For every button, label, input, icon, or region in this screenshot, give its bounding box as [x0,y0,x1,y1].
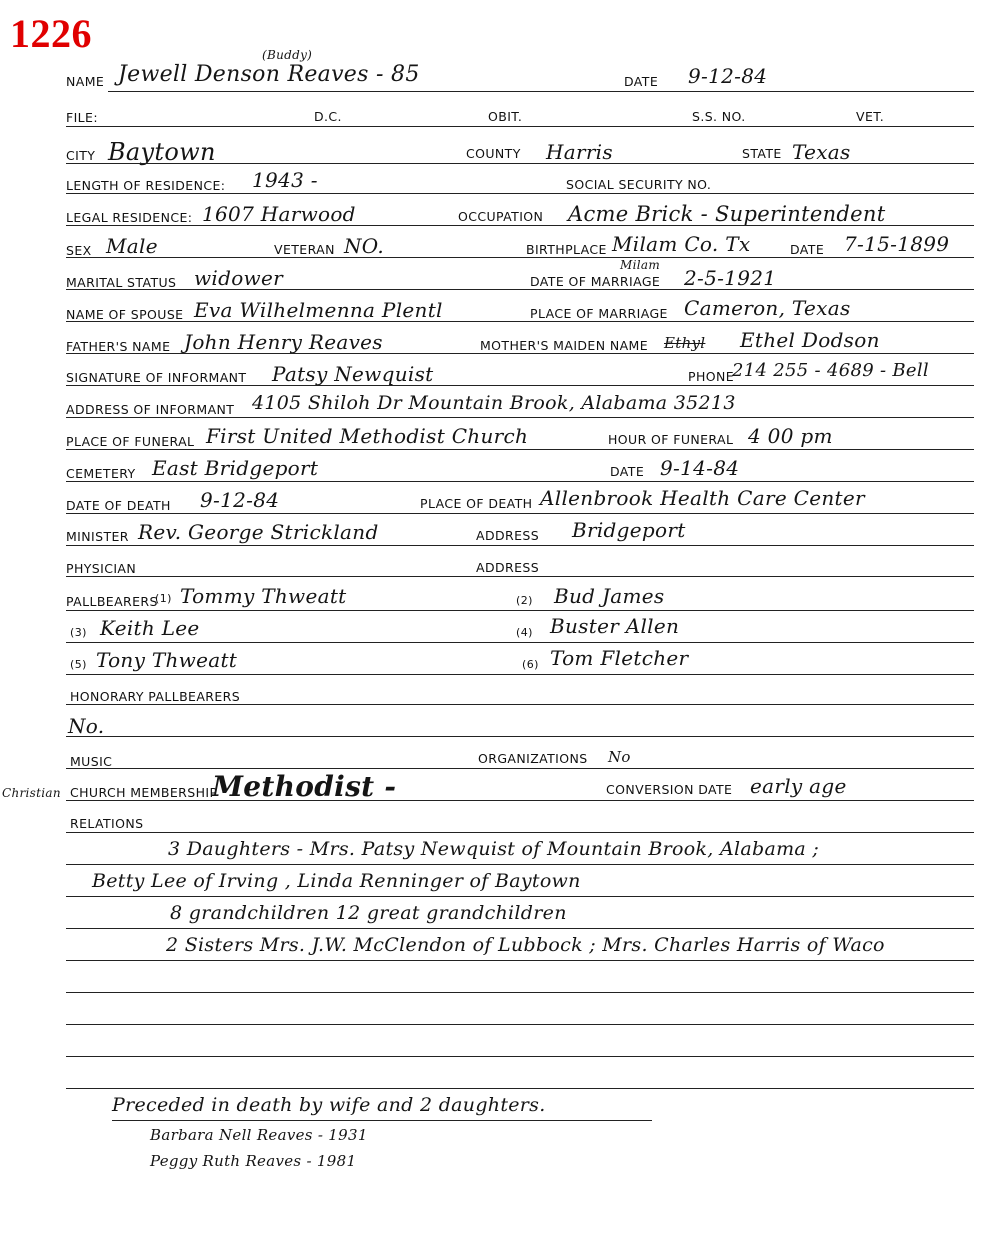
organizations-value: No [608,748,631,766]
minister-line [66,545,974,546]
pallbearers-line-1 [66,610,974,611]
physician-label: PHYSICIAN [66,561,137,576]
church-margin-note: Christian [2,786,61,800]
sex-value: Male [106,234,158,258]
birthplace-value: Milam Co. Tx [612,232,751,256]
state-label: STATE [742,146,782,161]
county-label: COUNTY [466,146,521,161]
marriage-date-label: DATE OF MARRIAGE [530,274,661,289]
relations-rule-7 [66,1056,974,1057]
name-line [108,91,974,92]
sex-label: SEX [66,243,92,258]
mother-value: Ethel Dodson [740,328,880,352]
pallbearers-line-3 [66,674,974,675]
funeral-hour-value: 4 00 pm [748,424,833,448]
file-label: FILE: [66,110,98,125]
form-number: 1226 [10,11,92,56]
birthplace-label: BIRTHPLACE [526,242,607,257]
state-value: Texas [792,140,851,164]
city-label: CITY [66,148,96,163]
minister-value: Rev. George Strickland [138,520,379,544]
honorary-line-2 [66,736,974,737]
birth-date-value: 7-15-1899 [844,232,950,256]
death-place-value: Allenbrook Health Care Center [540,486,865,510]
informant-line [66,385,974,386]
pallbearers-line-2 [66,642,974,643]
relations-label: RELATIONS [70,816,144,831]
father-line [66,353,974,354]
birth-date-label: DATE [790,242,825,257]
relations-rule-8 [66,1088,974,1089]
preceded-child-2: Peggy Ruth Reaves - 1981 [150,1152,357,1170]
pallbearer-1-value: Tommy Thweatt [180,584,347,608]
minister-label: MINISTER [66,529,129,544]
occupation-value: Acme Brick - Superintendent [568,202,886,226]
pallbearer-5-value: Tony Thweatt [96,648,238,672]
marital-status-value: widower [194,266,283,290]
marriage-date-value: 2-5-1921 [684,266,777,290]
date-label: DATE [624,74,659,89]
pallbearer-6-value: Tom Fletcher [550,646,689,670]
preceded-underline [112,1120,652,1121]
church-membership-label: CHURCH MEMBERSHIP [70,785,218,800]
cemetery-line [66,481,974,482]
spouse-line [66,321,974,322]
father-label: FATHER'S NAME [66,339,171,354]
preceded-note: Preceded in death by wife and 2 daughters. [112,1094,546,1116]
name-label: NAME [66,74,105,89]
relations-rule-5 [66,992,974,993]
marriage-date-note: Milam [620,258,660,272]
conversion-date-label: CONVERSION DATE [606,782,733,797]
dc-label: D.C. [314,109,342,124]
honorary-line-1 [66,704,974,705]
vet-label: VET. [856,109,885,124]
relations-rule-0 [66,832,974,833]
spouse-label: NAME OF SPOUSE [66,307,184,322]
ssn-label: SOCIAL SECURITY NO. [566,177,712,192]
relations-rule-3 [66,928,974,929]
legal-residence-label: LEGAL RESIDENCE: [66,210,193,225]
honorary-pallbearers-value: No. [68,714,105,738]
funeral-line [66,449,974,450]
relations-rule-2 [66,896,974,897]
conversion-date-value: early age [750,774,847,798]
relations-line-4: 2 Sisters Mrs. J.W. McClendon of Lubbock ; Mrs. Charles Harris of Waco [166,934,885,956]
preceded-child-1: Barbara Nell Reaves - 1931 [150,1126,368,1144]
mother-label: MOTHER'S MAIDEN NAME [480,338,649,353]
minister-address-value: Bridgeport [572,518,686,542]
residence-length-value: 1943 - [252,168,318,192]
church-membership-value: Methodist - [212,770,397,803]
pallbearer-5-number: (5) [70,658,87,671]
county-value: Harris [546,140,613,164]
pallbearer-3-number: (3) [70,626,87,639]
funeral-hour-label: HOUR OF FUNERAL [608,432,734,447]
funeral-place-label: PLACE OF FUNERAL [66,434,195,449]
pallbearer-4-value: Buster Allen [550,614,680,638]
church-line [66,800,974,801]
cemetery-value: East Bridgeport [152,456,319,480]
cemetery-date-label: DATE [610,464,645,479]
ssno-label: S.S. NO. [692,109,746,124]
pallbearer-4-number: (4) [516,626,533,639]
organizations-label: ORGANIZATIONS [478,751,588,766]
legal-residence-value: 1607 Harwood [202,202,356,226]
marriage-place-value: Cameron, Texas [684,296,851,320]
marriage-place-label: PLACE OF MARRIAGE [530,306,668,321]
sex-line [66,257,974,258]
date-value: 9-12-84 [688,64,768,88]
informant-address-value: 4105 Shiloh Dr Mountain Brook, Alabama 35213 [252,392,736,414]
pallbearer-2-value: Bud James [554,584,665,608]
city-line [66,163,974,164]
informant-address-line [66,417,974,418]
marital-status-label: MARITAL STATUS [66,275,177,290]
pallbearer-1-number: (1) [155,592,172,605]
father-value: John Henry Reaves [184,330,383,354]
pallbearer-2-number: (2) [516,594,533,607]
music-line [66,768,974,769]
informant-address-label: ADDRESS OF INFORMANT [66,402,235,417]
death-line [66,513,974,514]
minister-address-label: ADDRESS [476,528,540,543]
informant-signature-value: Patsy Newquist [272,362,434,386]
occupation-label: OCCUPATION [458,209,544,224]
cemetery-label: CEMETERY [66,466,136,481]
mother-struck-value: Ethyl [664,334,706,352]
spouse-value: Eva Wilhelmenna Plentl [194,298,443,322]
relations-rule-4 [66,960,974,961]
physician-address-label: ADDRESS [476,560,540,575]
pallbearer-3-value: Keith Lee [100,616,200,640]
residence-length-label: LENGTH OF RESIDENCE: [66,178,226,193]
death-place-label: PLACE OF DEATH [420,496,533,511]
relations-line-2: Betty Lee of Irving , Linda Renninger of Baytown [92,870,581,892]
physician-line [66,576,974,577]
veteran-value: NO. [344,234,384,258]
relations-line-3: 8 grandchildren 12 great grandchildren [170,902,567,924]
name-value: Jewell Denson Reaves - 85 [118,62,420,87]
legal-line [66,225,974,226]
relations-rule-1 [66,864,974,865]
phone-value: 214 255 - 4689 - Bell [732,360,929,381]
cemetery-date-value: 9-14-84 [660,456,740,480]
honorary-pallbearers-label: HONORARY PALLBEARERS [70,689,241,704]
residence-line [66,193,974,194]
funeral-place-value: First United Methodist Church [206,424,529,448]
pallbearers-label: PALLBEARERS [66,594,158,609]
informant-signature-label: SIGNATURE OF INFORMANT [66,370,247,385]
relations-line-1: 3 Daughters - Mrs. Patsy Newquist of Mountain Brook, Alabama ; [168,838,820,860]
file-line [66,126,974,127]
music-label: MUSIC [70,754,113,769]
obit-label: OBIT. [488,109,523,124]
death-date-value: 9-12-84 [200,488,280,512]
relations-rule-6 [66,1024,974,1025]
marital-line [66,289,974,290]
city-value: Baytown [108,138,216,166]
pallbearer-6-number: (6) [522,658,539,671]
nickname-value: (Buddy) [262,48,313,62]
veteran-label: VETERAN [274,242,335,257]
phone-label: PHONE [688,369,735,384]
death-date-label: DATE OF DEATH [66,498,171,513]
